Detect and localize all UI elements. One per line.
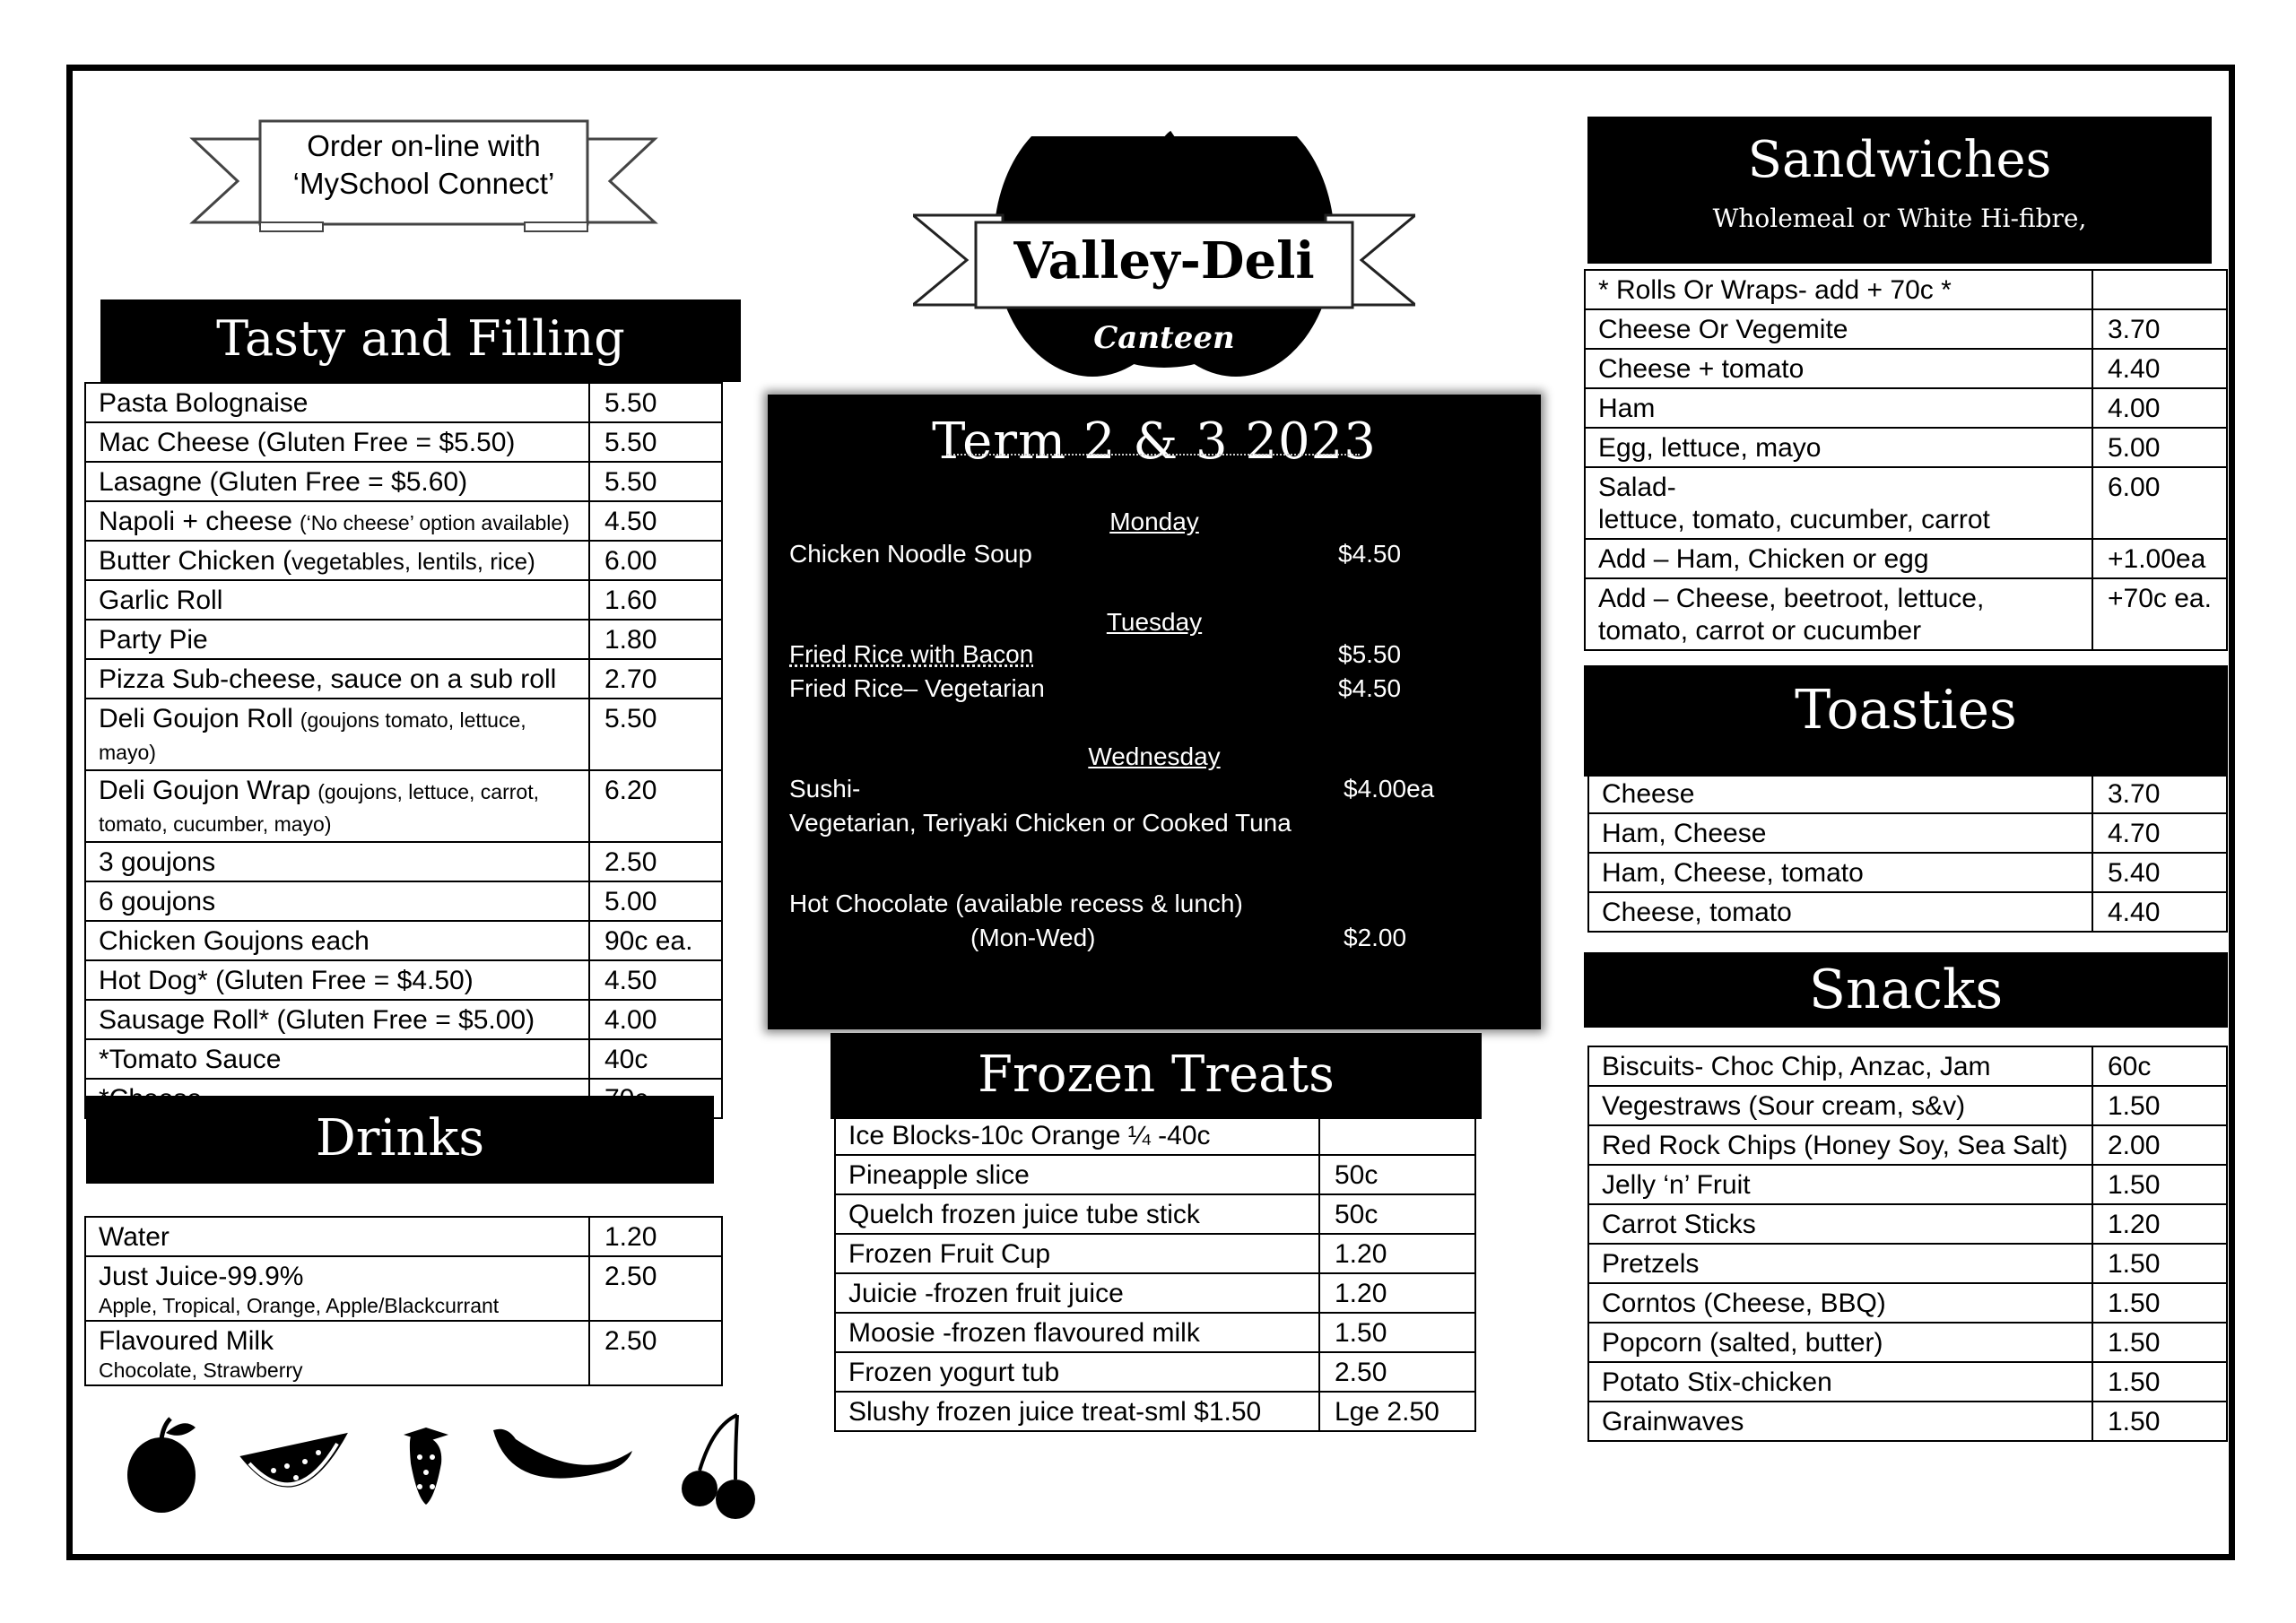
sandwiches-title: Sandwiches: [1747, 131, 2052, 189]
menu-item-price: 2.00: [2092, 1125, 2227, 1165]
menu-item-price: 4.00: [2092, 388, 2227, 428]
tasty-title: Tasty and Filling: [216, 310, 625, 367]
menu-item-cell: [1588, 1125, 2092, 1165]
menu-item-name: * Rolls Or Wraps- add + 70c *: [1598, 275, 1952, 305]
menu-item-name: Frozen yogurt tub: [848, 1358, 1060, 1387]
menu-item-note: lettuce, tomato, cucumber, carrot: [1598, 505, 1990, 534]
menu-item-cell: [85, 960, 589, 1000]
menu-row: [1588, 853, 2227, 892]
toasties-table: [1587, 773, 2228, 933]
menu-item-name: Slushy frozen juice treat-sml $1.50: [848, 1397, 1262, 1427]
menu-row: [85, 699, 722, 770]
menu-item-price: 5.00: [589, 881, 722, 921]
tasty-table: [84, 382, 723, 1119]
tuesday-price-2: $4.50: [1338, 674, 1402, 702]
hot-chocolate-sub: (Mon-Wed): [970, 924, 1096, 951]
menu-item-price: 5.00: [2092, 428, 2227, 467]
sandwiches-header: [1587, 117, 2212, 264]
menu-item-cell: [1588, 1165, 2092, 1204]
menu-item-cell: [835, 1313, 1319, 1352]
banana-icon: [493, 1429, 632, 1479]
menu-item-price: 50c: [1319, 1194, 1475, 1234]
fruit-icons: [117, 1408, 762, 1524]
menu-row: [85, 842, 722, 881]
menu-item-cell: [85, 1217, 589, 1256]
menu-item-name: Water: [99, 1222, 170, 1252]
menu-row: [85, 541, 722, 580]
menu-item-price: 1.50: [1319, 1313, 1475, 1352]
menu-item-cell: [1588, 1362, 2092, 1402]
menu-row: [1585, 309, 2227, 349]
menu-item-name: Butter Chicken (: [99, 546, 292, 576]
frozen-header: [831, 1033, 1482, 1119]
menu-item-cell: [85, 580, 589, 620]
menu-item-price: 6.00: [589, 541, 722, 580]
menu-item-name: Pineapple slice: [848, 1160, 1030, 1190]
menu-item-name: Cheese, tomato: [1602, 898, 1792, 927]
menu-item-name: Add – Cheese, beetroot, lettuce,: [1598, 584, 1985, 613]
menu-item-price: 4.00: [589, 1000, 722, 1039]
toasties-title: Toasties: [1795, 679, 2017, 742]
menu-item-name: Cheese Or Vegemite: [1598, 315, 1848, 344]
menu-item-name: *Tomato Sauce: [99, 1045, 282, 1074]
menu-row: [85, 1256, 722, 1321]
menu-item-name: Napoli + cheese: [99, 507, 292, 536]
menu-item-price: 5.50: [589, 422, 722, 462]
menu-item-name: Party Pie: [99, 625, 208, 655]
menu-row: [835, 1115, 1475, 1155]
menu-row: [85, 1039, 722, 1079]
menu-item-note: (goujons, lettuce, carrot, tomato, cucumber, mayo): [99, 780, 539, 836]
menu-item-price: 4.40: [2092, 892, 2227, 932]
menu-row: [85, 620, 722, 659]
menu-item-name: Juicie -frozen fruit juice: [848, 1279, 1124, 1308]
wednesday-price: $4.00ea: [1344, 775, 1435, 803]
menu-row: [835, 1234, 1475, 1273]
menu-item-cell: [835, 1392, 1319, 1431]
menu-item-cell: [1585, 428, 2092, 467]
menu-item-cell: [835, 1352, 1319, 1392]
menu-item-cell: [835, 1115, 1319, 1155]
menu-item-name: Sausage Roll* (Gluten Free = $5.00): [99, 1005, 535, 1035]
wednesday-item: Sushi-: [789, 775, 861, 803]
menu-item-cell: [1588, 813, 2092, 853]
menu-item-cell: [85, 921, 589, 960]
menu-row: [835, 1273, 1475, 1313]
menu-item-price: 3.70: [2092, 774, 2227, 813]
menu-item-price: 1.20: [1319, 1273, 1475, 1313]
menu-item-price: 1.80: [589, 620, 722, 659]
menu-item-cell: [1588, 1204, 2092, 1244]
menu-item-cell: [85, 770, 589, 842]
menu-row: [85, 580, 722, 620]
menu-row: [1588, 1125, 2227, 1165]
hot-chocolate-price: $2.00: [1344, 924, 1407, 951]
menu-item-name: Just Juice-99.9%: [99, 1262, 304, 1291]
logo-sub: Canteen: [1093, 320, 1235, 356]
menu-item-cell: [1585, 467, 2092, 539]
menu-row: [85, 921, 722, 960]
menu-item-price: 1.50: [2092, 1086, 2227, 1125]
menu-item-name: Jelly ‘n’ Fruit: [1602, 1170, 1751, 1200]
menu-item-cell: [85, 462, 589, 501]
menu-item-name: Garlic Roll: [99, 586, 223, 615]
menu-row: [835, 1155, 1475, 1194]
menu-item-name: Hot Dog* (Gluten Free = $4.50): [99, 966, 474, 995]
tuesday-item-1: Fried Rice with Bacon: [789, 640, 1034, 668]
monday-label: Monday: [1109, 508, 1199, 535]
menu-item-cell: [1588, 1244, 2092, 1283]
menu-item-name: Add – Ham, Chicken or egg: [1598, 544, 1929, 574]
menu-item-price: 2.50: [589, 1256, 722, 1321]
menu-item-price: 2.50: [1319, 1352, 1475, 1392]
menu-item-note: tomato, carrot or cucumber: [1598, 616, 1922, 646]
tuesday-price-1: $5.50: [1338, 640, 1402, 668]
menu-item-cell: [85, 1321, 589, 1385]
menu-item-cell: [1588, 853, 2092, 892]
menu-item-cell: [1588, 892, 2092, 932]
menu-item-cell: [85, 620, 589, 659]
menu-item-price: 2.50: [589, 1321, 722, 1385]
cherries-icon: [682, 1415, 755, 1519]
menu-item-price: 4.50: [589, 960, 722, 1000]
frozen-table: [834, 1115, 1476, 1432]
menu-item-price: 1.50: [2092, 1283, 2227, 1323]
menu-item-cell: [1585, 270, 2092, 309]
menu-item-cell: [85, 383, 589, 422]
menu-item-cell: [1588, 1323, 2092, 1362]
menu-row: [1588, 1204, 2227, 1244]
menu-item-cell: [85, 541, 589, 580]
menu-row: [835, 1352, 1475, 1392]
tasty-header: [100, 299, 741, 382]
menu-row: [1588, 892, 2227, 932]
menu-item-price: 4.70: [2092, 813, 2227, 853]
snacks-header: [1584, 952, 2228, 1028]
menu-item-name: Frozen Fruit Cup: [848, 1239, 1051, 1269]
menu-item-name: Ham, Cheese, tomato: [1602, 858, 1864, 888]
menu-item-name: 3 goujons: [99, 847, 216, 877]
menu-row: [85, 422, 722, 462]
menu-row: [835, 1392, 1475, 1431]
menu-item-note: (‘No cheese’ option available): [299, 511, 570, 534]
menu-item-name: Salad-: [1598, 473, 1676, 502]
menu-row: [1585, 388, 2227, 428]
menu-row: [1585, 428, 2227, 467]
specials-board: [768, 395, 1541, 1029]
menu-item-name: Cheese + tomato: [1598, 354, 1805, 384]
menu-item-cell: [85, 501, 589, 541]
tuesday-item-2: Fried Rice– Vegetarian: [789, 674, 1045, 702]
menu-item-name: Pasta Bolognaise: [99, 388, 309, 418]
menu-item-name: 6 goujons: [99, 887, 216, 916]
menu-item-price: 6.20: [589, 770, 722, 842]
menu-item-name: Grainwaves: [1602, 1407, 1744, 1436]
menu-item-name: Lasagne (Gluten Free = $5.60): [99, 467, 468, 497]
menu-item-price: 5.50: [589, 383, 722, 422]
menu-row: [85, 881, 722, 921]
wednesday-label: Wednesday: [1088, 742, 1221, 770]
menu-item-price: [2092, 270, 2227, 309]
menu-item-name: Chicken Goujons each: [99, 926, 370, 956]
menu-item-name: Pretzels: [1602, 1249, 1700, 1279]
menu-item-cell: [835, 1194, 1319, 1234]
snacks-title: Snacks: [1808, 959, 2004, 1021]
menu-row: [85, 383, 722, 422]
menu-item-cell: [1588, 1402, 2092, 1441]
menu-row: [1588, 1323, 2227, 1362]
menu-row: [1585, 539, 2227, 578]
menu-item-price: 5.40: [2092, 853, 2227, 892]
menu-item-cell: [85, 422, 589, 462]
tuesday-label: Tuesday: [1106, 608, 1203, 636]
sandwiches-table: [1584, 269, 2228, 651]
specials-title-underline: [947, 454, 1360, 456]
menu-row: [1588, 1086, 2227, 1125]
menu-row: [85, 1217, 722, 1256]
menu-row: [85, 770, 722, 842]
menu-row: [835, 1313, 1475, 1352]
menu-row: [1585, 578, 2227, 650]
specials-title: Term 2 & 3 2023: [932, 412, 1377, 471]
drinks-header: [86, 1096, 714, 1184]
monday-price: $4.50: [1338, 540, 1402, 568]
menu-item-name: Flavoured Milk: [99, 1326, 274, 1356]
menu-item-name: Ham, Cheese: [1602, 819, 1767, 848]
menu-item-price: 1.50: [2092, 1362, 2227, 1402]
menu-item-price: 40c: [589, 1039, 722, 1079]
menu-item-cell: [1588, 1086, 2092, 1125]
menu-item-name: Ham: [1598, 394, 1656, 423]
menu-item-name: Corntos (Cheese, BBQ): [1602, 1289, 1886, 1318]
menu-item-cell: [1585, 388, 2092, 428]
menu-row: [1588, 1046, 2227, 1086]
menu-item-cell: [85, 1000, 589, 1039]
menu-item-name: Ice Blocks-10c Orange ¼ -40c: [848, 1121, 1211, 1150]
menu-row: [1588, 1362, 2227, 1402]
menu-item-price: 50c: [1319, 1155, 1475, 1194]
menu-row: [85, 1000, 722, 1039]
menu-item-name: Egg, lettuce, mayo: [1598, 433, 1822, 463]
menu-item-price: +70c ea.: [2092, 578, 2227, 650]
menu-item-name: Carrot Sticks: [1602, 1210, 1756, 1239]
menu-item-note: Chocolate, Strawberry: [99, 1358, 303, 1382]
menu-item-price: Lge 2.50: [1319, 1392, 1475, 1431]
order-line-2: ‘MySchool Connect’: [292, 167, 555, 200]
logo-name: Valley-Deli: [1013, 231, 1315, 291]
menu-item-price: 60c: [2092, 1046, 2227, 1086]
menu-item-cell: [85, 1039, 589, 1079]
menu-item-cell: [835, 1155, 1319, 1194]
menu-item-name: Potato Stix-chicken: [1602, 1367, 1832, 1397]
menu-item-price: 4.50: [589, 501, 722, 541]
snacks-table: [1587, 1046, 2228, 1442]
menu-item-cell: [1585, 349, 2092, 388]
menu-item-name: Pizza Sub-cheese, sauce on a sub roll: [99, 664, 557, 694]
menu-item-price: 5.50: [589, 699, 722, 770]
menu-item-cell: [1588, 774, 2092, 813]
watermelon-icon: [242, 1435, 345, 1486]
menu-item-price: 1.20: [2092, 1204, 2227, 1244]
menu-item-price: 4.40: [2092, 349, 2227, 388]
menu-item-price: +1.00ea: [2092, 539, 2227, 578]
menu-item-cell: [835, 1273, 1319, 1313]
menu-row: [835, 1194, 1475, 1234]
wednesday-item-sub: Vegetarian, Teriyaki Chicken or Cooked Tuna: [789, 809, 1292, 837]
menu-item-price: 90c ea.: [589, 921, 722, 960]
menu-item-note: (goujons tomato, lettuce, mayo): [99, 708, 526, 764]
menu-item-price: 1.50: [2092, 1244, 2227, 1283]
menu-row: [1588, 1165, 2227, 1204]
menu-item-price: 1.50: [2092, 1323, 2227, 1362]
order-line-1: Order on-line with: [307, 129, 541, 162]
order-online-text: [260, 127, 587, 203]
menu-row: [1585, 270, 2227, 309]
monday-item: Chicken Noodle Soup: [789, 540, 1032, 568]
apple-icon: [127, 1419, 196, 1513]
menu-row: [85, 501, 722, 541]
menu-item-price: 1.20: [589, 1217, 722, 1256]
menu-item-price: [1319, 1115, 1475, 1155]
menu-item-cell: [1585, 309, 2092, 349]
menu-item-name: Red Rock Chips (Honey Soy, Sea Salt): [1602, 1131, 2068, 1160]
menu-item-price: 6.00: [2092, 467, 2227, 539]
menu-row: [85, 659, 722, 699]
menu-item-price: 1.60: [589, 580, 722, 620]
menu-item-cell: [1585, 578, 2092, 650]
menu-item-cell: [1588, 1046, 2092, 1086]
drinks-title: Drinks: [315, 1109, 485, 1167]
menu-item-note: Apple, Tropical, Orange, Apple/Blackcurrant: [99, 1294, 500, 1317]
menu-row: [85, 462, 722, 501]
menu-row: [85, 1321, 722, 1385]
menu-item-cell: [85, 881, 589, 921]
menu-item-cell: [835, 1234, 1319, 1273]
menu-row: [1588, 1283, 2227, 1323]
menu-item-cell: [85, 842, 589, 881]
sandwiches-subtitle: Wholemeal or White Hi-fibre,: [1712, 204, 2087, 233]
menu-item-name: Vegestraws (Sour cream, s&v): [1602, 1091, 1966, 1121]
menu-item-name: Biscuits- Choc Chip, Anzac, Jam: [1602, 1052, 1991, 1081]
menu-item-name: Deli Goujon Roll: [99, 704, 293, 733]
menu-item-note: vegetables, lentils, rice): [291, 548, 535, 575]
toasties-header: [1584, 665, 2228, 777]
drinks-table: [84, 1216, 723, 1386]
menu-item-cell: [1588, 1283, 2092, 1323]
menu-row: [1588, 1244, 2227, 1283]
menu-item-price: 3.70: [2092, 309, 2227, 349]
menu-item-price: 2.50: [589, 842, 722, 881]
menu-item-price: 2.70: [589, 659, 722, 699]
hot-chocolate-item: Hot Chocolate (available recess & lunch): [789, 890, 1243, 917]
menu-row: [1585, 467, 2227, 539]
frozen-title: Frozen Treats: [978, 1046, 1335, 1104]
menu-item-cell: [85, 699, 589, 770]
menu-item-name: Cheese: [1602, 779, 1695, 809]
menu-item-name: Deli Goujon Wrap: [99, 776, 311, 805]
menu-item-name: Popcorn (salted, butter): [1602, 1328, 1883, 1358]
menu-item-price: 5.50: [589, 462, 722, 501]
menu-row: [85, 960, 722, 1000]
menu-item-cell: [85, 659, 589, 699]
strawberry-icon: [404, 1428, 448, 1505]
menu-item-name: Quelch frozen juice tube stick: [848, 1200, 1200, 1229]
menu-item-name: Moosie -frozen flavoured milk: [848, 1318, 1200, 1348]
menu-item-price: 1.50: [2092, 1165, 2227, 1204]
menu-item-price: 1.20: [1319, 1234, 1475, 1273]
menu-item-name: Mac Cheese (Gluten Free = $5.50): [99, 428, 516, 457]
menu-item-cell: [85, 1256, 589, 1321]
menu-row: [1585, 349, 2227, 388]
menu-item-cell: [1585, 539, 2092, 578]
menu-row: [1588, 774, 2227, 813]
menu-item-price: 1.50: [2092, 1402, 2227, 1441]
menu-row: [1588, 1402, 2227, 1441]
menu-row: [1588, 813, 2227, 853]
